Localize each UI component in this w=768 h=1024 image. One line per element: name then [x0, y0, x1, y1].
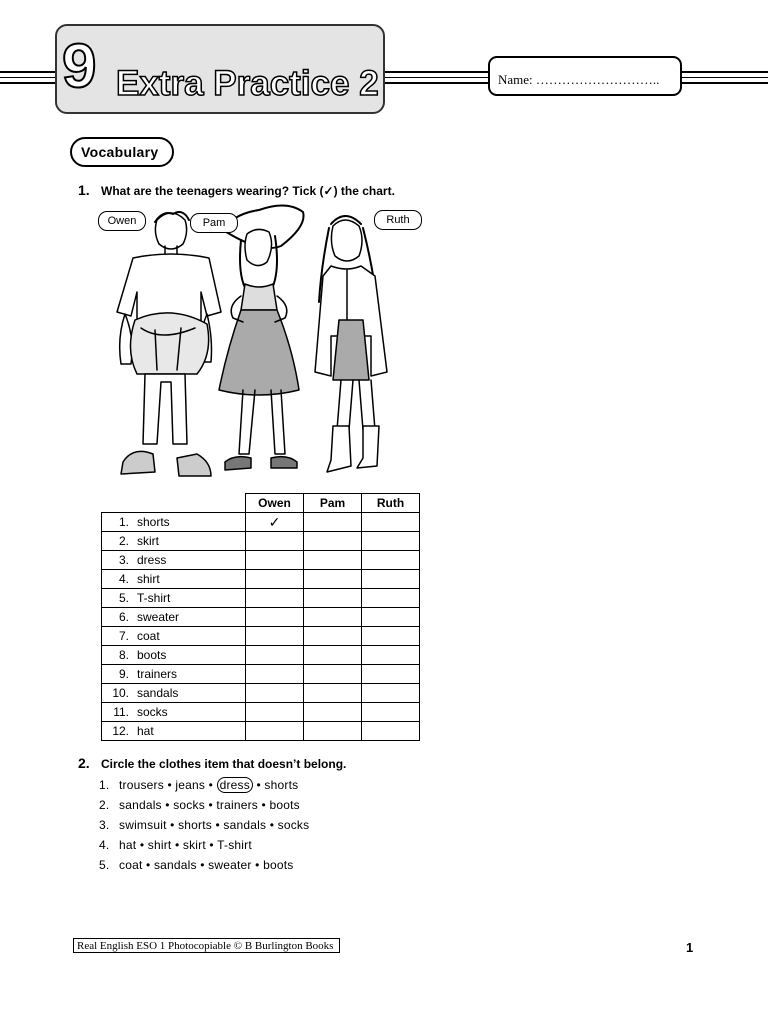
line-text: trousers • jeans •	[119, 778, 214, 792]
owen-figure	[117, 212, 221, 476]
tick-cell-ruth[interactable]	[362, 551, 420, 570]
tick-cell-owen[interactable]	[246, 627, 304, 646]
tick-cell-ruth[interactable]	[362, 684, 420, 703]
chart-item	[102, 722, 246, 741]
tick-cell-owen[interactable]	[246, 570, 304, 589]
line-text: • shorts	[256, 778, 299, 792]
item-label: sandals	[137, 686, 179, 700]
exercise2-line-5	[99, 858, 293, 872]
line-number: 1.	[99, 778, 110, 792]
item-label: coat	[137, 629, 160, 643]
tick-cell-ruth[interactable]	[362, 532, 420, 551]
chart-row	[102, 532, 420, 551]
line-text[interactable]: hat • shirt • skirt • T-shirt	[119, 838, 252, 852]
footer-credit: Real English ESO 1 Photocopiable © B Burlington Books	[73, 938, 340, 953]
pam-figure	[219, 205, 304, 470]
item-number: 5.	[118, 591, 129, 605]
page-number: 1	[686, 940, 694, 955]
name-box[interactable]	[488, 56, 682, 96]
item-label: socks	[137, 705, 168, 719]
item-number: 1.	[118, 515, 129, 529]
chart-corner	[102, 494, 246, 513]
tick-cell-pam[interactable]	[304, 570, 362, 589]
tick-cell-owen[interactable]	[246, 722, 304, 741]
tick-cell-pam[interactable]	[304, 608, 362, 627]
item-number: 7.	[118, 629, 129, 643]
item-label: boots	[137, 648, 167, 662]
line-number: 4.	[99, 838, 110, 852]
tick-cell-pam[interactable]	[304, 646, 362, 665]
tick-cell-pam[interactable]	[304, 703, 362, 722]
chart-row	[102, 627, 420, 646]
chart-item	[102, 589, 246, 608]
tick-cell-ruth[interactable]	[362, 703, 420, 722]
item-label: dress	[137, 553, 167, 567]
exercise2-instruction: Circle the clothes item that doesn’t belong.	[101, 757, 347, 771]
chart-item	[102, 703, 246, 722]
tick-cell-owen[interactable]	[246, 703, 304, 722]
tick-cell-owen[interactable]	[246, 551, 304, 570]
chart-header-row	[102, 494, 420, 513]
exercise2-line-1	[99, 778, 298, 792]
chart-item	[102, 665, 246, 684]
chart-item	[102, 551, 246, 570]
tick-cell-ruth[interactable]	[362, 722, 420, 741]
item-label: skirt	[137, 534, 159, 548]
tick-cell-ruth[interactable]	[362, 665, 420, 684]
item-label: T-shirt	[137, 591, 171, 605]
item-number: 8.	[118, 648, 129, 662]
chart-col-pam: Pam	[304, 494, 362, 513]
unit-number: 9	[62, 32, 97, 101]
tick-cell-owen[interactable]	[246, 684, 304, 703]
item-number: 11.	[113, 705, 129, 719]
item-number: 2.	[118, 534, 129, 548]
chart-row	[102, 646, 420, 665]
exercise2-line-3	[99, 818, 309, 832]
section-pill	[70, 137, 174, 167]
item-label: hat	[137, 724, 154, 738]
chart-row	[102, 703, 420, 722]
chart-item	[102, 684, 246, 703]
line-number: 3.	[99, 818, 110, 832]
chart-item	[102, 646, 246, 665]
tick-cell-pam[interactable]	[304, 665, 362, 684]
tick-cell-pam[interactable]	[304, 722, 362, 741]
item-label: shirt	[137, 572, 160, 586]
chart-row	[102, 684, 420, 703]
tick-cell-ruth[interactable]	[362, 627, 420, 646]
chart-row	[102, 551, 420, 570]
exercise2-number: 2.	[78, 755, 90, 771]
tick-cell-owen[interactable]	[246, 665, 304, 684]
chart-col-ruth: Ruth	[362, 494, 420, 513]
section-label: Vocabulary	[81, 144, 159, 160]
tick-cell-owen[interactable]	[246, 646, 304, 665]
chart-item	[102, 570, 246, 589]
line-number: 5.	[99, 858, 110, 872]
tick-cell-owen[interactable]	[246, 608, 304, 627]
item-number: 3.	[118, 553, 129, 567]
chart-row	[102, 608, 420, 627]
teenagers-illustration	[95, 200, 425, 490]
tick-cell-pam[interactable]	[304, 684, 362, 703]
tick-cell-ruth[interactable]	[362, 589, 420, 608]
exercise2-line-4	[99, 838, 252, 852]
item-label: trainers	[137, 667, 178, 681]
tick-cell-owen[interactable]	[246, 589, 304, 608]
line-text[interactable]: swimsuit • shorts • sandals • socks	[119, 818, 310, 832]
tag-pam: Pam	[190, 213, 238, 233]
item-label: sweater	[137, 610, 180, 624]
tick-cell-ruth[interactable]	[362, 608, 420, 627]
item-number: 12.	[112, 724, 129, 738]
tick-cell-ruth[interactable]	[362, 570, 420, 589]
chart-item	[102, 513, 246, 532]
item-label: shorts	[137, 515, 170, 529]
chart-row	[102, 570, 420, 589]
clothes-chart	[101, 493, 420, 741]
line-text[interactable]: sandals • socks • trainers • boots	[119, 798, 300, 812]
item-number: 4.	[118, 572, 129, 586]
chart-row	[102, 665, 420, 684]
chart-item	[102, 627, 246, 646]
chart-col-owen: Owen	[246, 494, 304, 513]
tick-cell-pam[interactable]	[304, 532, 362, 551]
tag-owen: Owen	[98, 211, 146, 231]
tick-cell-owen[interactable]	[246, 532, 304, 551]
exercise1-number: 1.	[78, 182, 90, 198]
ruth-figure	[315, 216, 387, 472]
chart-row	[102, 722, 420, 741]
exercise1-instruction: What are the teenagers wearing? Tick (✓) the chart.	[101, 184, 395, 198]
item-number: 10.	[112, 686, 129, 700]
tick-cell-ruth[interactable]	[362, 646, 420, 665]
page-title: Extra Practice 2	[116, 64, 379, 103]
line-text[interactable]: coat • sandals • sweater • boots	[119, 858, 294, 872]
name-label: Name: ………………………..	[498, 72, 660, 87]
chart-row	[102, 513, 420, 532]
tick-cell-pam[interactable]	[304, 513, 362, 532]
tick-cell-owen[interactable]: ✓	[246, 513, 304, 532]
item-number: 9.	[118, 667, 129, 681]
tick-cell-ruth[interactable]	[362, 513, 420, 532]
tick-cell-pam[interactable]	[304, 627, 362, 646]
line-number: 2.	[99, 798, 110, 812]
tag-ruth: Ruth	[374, 210, 422, 230]
chart-row	[102, 589, 420, 608]
tick-cell-pam[interactable]	[304, 551, 362, 570]
chart-item	[102, 532, 246, 551]
chart-item	[102, 608, 246, 627]
tick-cell-pam[interactable]	[304, 589, 362, 608]
circled-answer[interactable]: dress	[217, 777, 253, 793]
exercise2-line-2	[99, 798, 300, 812]
item-number: 6.	[118, 610, 129, 624]
